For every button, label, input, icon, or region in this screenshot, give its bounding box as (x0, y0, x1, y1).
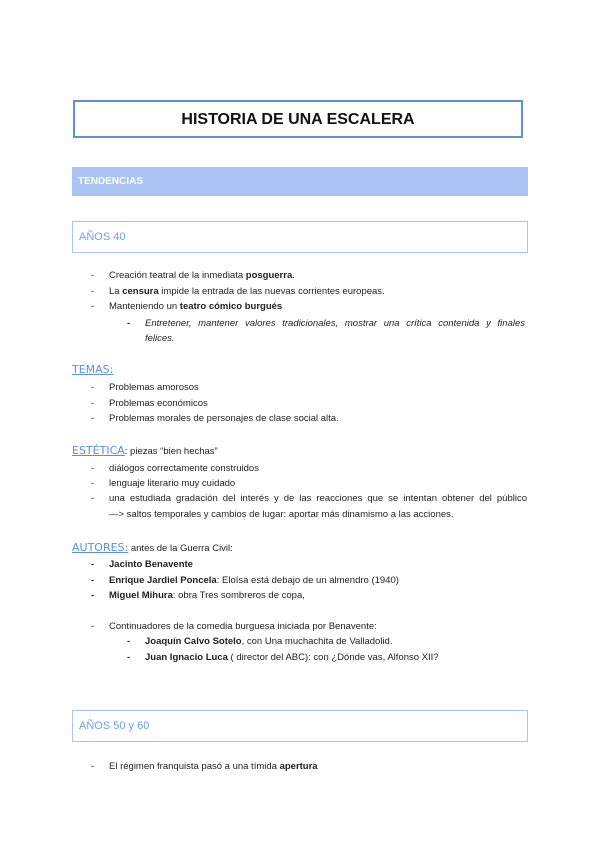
bullet-dash: - (91, 382, 95, 393)
bullet-dash: - (91, 493, 95, 504)
list-item (0, 759, 600, 774)
tendencias-band-text: TENDENCIAS (78, 176, 144, 187)
list-item-text: Manteniendo un teatro cómico burgués (109, 301, 283, 312)
list-item (0, 557, 600, 572)
bullet-dash: - (91, 590, 95, 601)
bullet-dash: - (91, 301, 95, 312)
section-anos-40-text: AÑOS 40 (79, 230, 126, 243)
list-item (0, 491, 600, 506)
sub-list-item (0, 316, 600, 331)
list-item-text: La censura impide la entrada de las nuevas corrientes europeas. (109, 286, 385, 297)
list-item (0, 380, 600, 395)
bullet-dash: - (91, 270, 95, 281)
list-item-text: Creación teatral de la inmediata posguerra. (109, 270, 295, 281)
section-anos-50-60-text: AÑOS 50 y 60 (79, 719, 150, 732)
temas-label: TEMAS: (72, 363, 114, 376)
sub-list-item-text: felices. (145, 333, 175, 344)
list-item (0, 461, 600, 476)
bullet-dash: - (91, 413, 95, 424)
list-item-text: Problemas económicos (109, 398, 208, 409)
list-item (0, 284, 600, 299)
sub-list-item-text: Joaquín Calvo Sotelo, con Una muchachita de Valladolid. (145, 636, 393, 647)
list-item (0, 396, 600, 411)
autores-rest: antes de la Guerra Civil: (128, 543, 233, 554)
list-item (0, 573, 600, 588)
bullet-dash: - (91, 286, 95, 297)
bullet-dash: - (91, 621, 95, 632)
bullet-dash: - (91, 575, 95, 586)
sub-bullet-dash: - (127, 318, 131, 329)
list-item-text: Continuadores de la comedia burguesa iniciada por Benavente: (109, 621, 377, 632)
bullet-dash: - (91, 463, 95, 474)
list-item (0, 476, 600, 491)
sub-list-item-text: Entretener, mantener valores tradicionales, mostrar una crítica contenida y finales (145, 318, 525, 329)
autores-label: AUTORES: (72, 541, 129, 554)
autores-heading (72, 540, 233, 556)
list-item-text: —> saltos temporales y cambios de lugar: aportar más dinamismo a las acciones. (109, 509, 454, 520)
temas-heading (72, 362, 113, 378)
sub-list-item (0, 650, 600, 665)
list-item (0, 619, 600, 634)
bullet-dash: - (91, 398, 95, 409)
sub-list-item-continuation (0, 331, 600, 346)
sub-bullet-dash: - (127, 636, 131, 647)
list-item-text: Miguel Mihura: obra Tres sombreros de copa, (109, 590, 305, 601)
list-item (0, 299, 600, 314)
document-title-text: HISTORIA DE UNA ESCALERA (181, 110, 415, 128)
estetica-heading (72, 443, 218, 459)
sub-bullet-dash: - (127, 652, 131, 663)
sub-list-item (0, 634, 600, 649)
list-item-text: Problemas morales de personajes de clase social alta. (109, 413, 339, 424)
estetica-label: ESTÉTICA (72, 444, 125, 457)
bullet-dash: - (91, 761, 95, 772)
list-item-text: Enrique Jardiel Poncela: Eloísa está debajo de un almendro (1940) (109, 575, 399, 586)
list-item-text: El régimen franquista pasó a una tímida apertura (109, 761, 318, 772)
section-anos-40 (72, 221, 528, 253)
list-item-text: diálogos correctamente construidos (109, 463, 259, 474)
section-anos-50-60 (72, 710, 528, 742)
list-item-text: una estudiada gradación del interés y de las reacciones que se intentan obtener del público (109, 493, 527, 504)
document-title (73, 100, 523, 138)
list-item (0, 268, 600, 283)
author-name: Jacinto Benavente (109, 559, 193, 570)
list-item-text: lenguaje literario muy cuidado (109, 478, 236, 489)
list-item (0, 411, 600, 426)
sub-list-item-text: Juan Ignacio Luca ( director del ABC): con ¿Dónde vas, Alfonso XII? (145, 652, 439, 663)
estetica-rest: : piezas “bien hechas” (124, 446, 218, 457)
bullet-dash: - (91, 478, 95, 489)
bullet-dash: - (91, 559, 95, 570)
list-item-text: Problemas amorosos (109, 382, 199, 393)
tendencias-band (72, 167, 528, 196)
list-item (0, 588, 600, 603)
list-item-continuation (0, 507, 600, 522)
